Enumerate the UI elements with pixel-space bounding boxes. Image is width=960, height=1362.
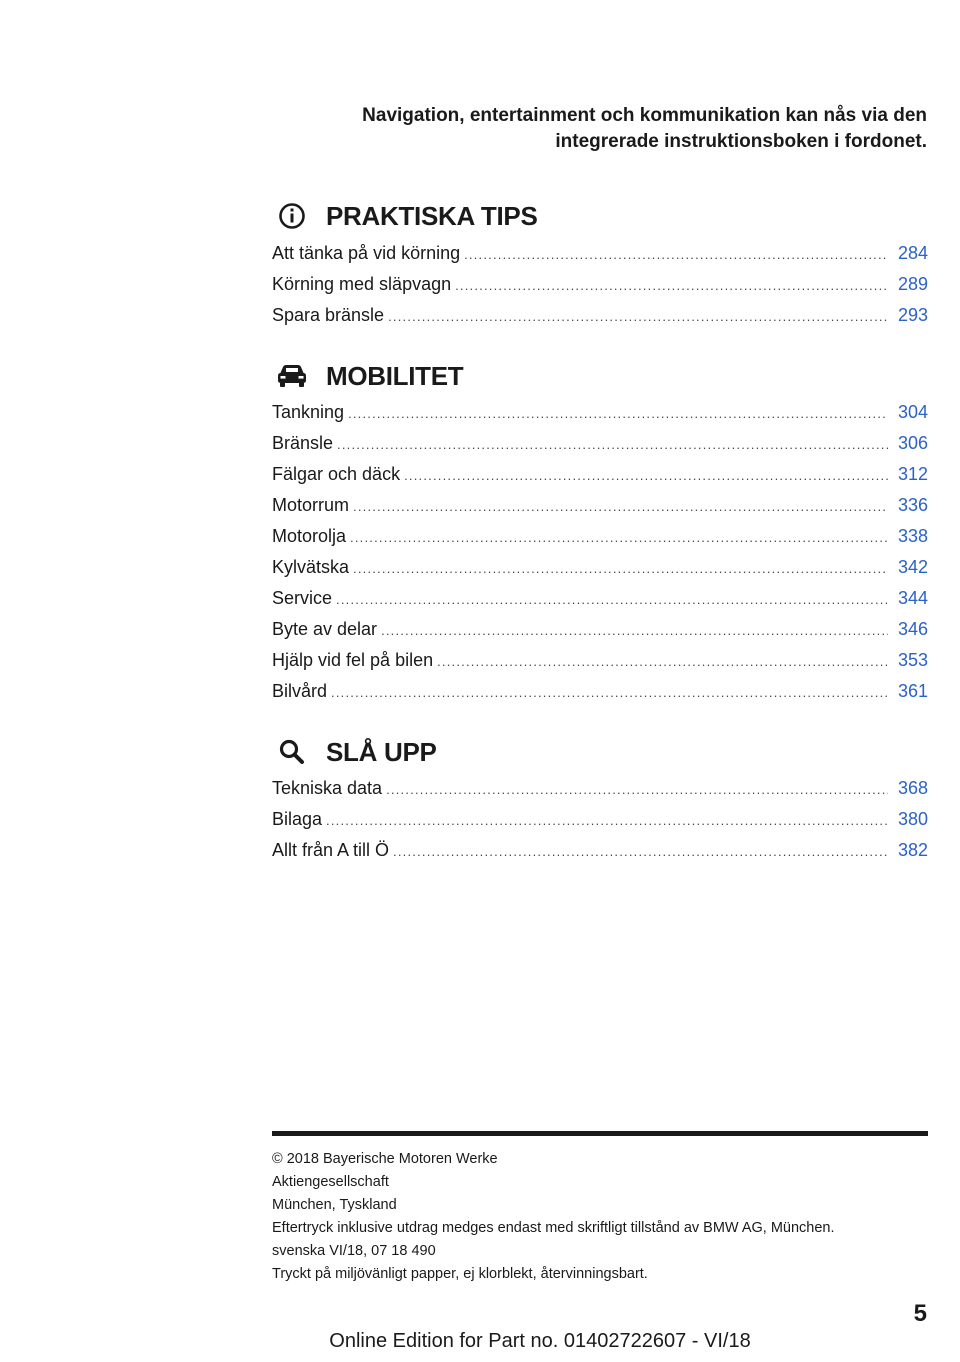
dot-leader bbox=[348, 398, 888, 429]
toc-entry[interactable] bbox=[272, 773, 928, 804]
toc-entry-label: Bränsle bbox=[272, 433, 334, 453]
dot-leader bbox=[336, 584, 888, 615]
imprint-line: Eftertryck inklusive utdrag medges endast med skriftligt tillstånd av BMW AG, München. bbox=[272, 1220, 835, 1236]
dot-leader bbox=[353, 553, 888, 584]
toc-entry[interactable] bbox=[272, 300, 928, 331]
toc-entry-label: Tekniska data bbox=[272, 778, 383, 798]
toc-page-link[interactable]: 342 bbox=[897, 557, 928, 577]
dot-leader bbox=[464, 239, 888, 270]
imprint-line: Tryckt på miljövänligt papper, ej klorblekt, återvinningsbart. bbox=[272, 1266, 648, 1282]
toc-page-link[interactable]: 306 bbox=[897, 433, 928, 453]
section-title: SLÅ UPP bbox=[326, 736, 437, 767]
dot-leader bbox=[353, 491, 888, 522]
dot-leader bbox=[350, 522, 888, 553]
toc-entry[interactable] bbox=[272, 490, 928, 521]
toc-list-sla-upp bbox=[272, 773, 928, 866]
toc-page-link[interactable]: 336 bbox=[897, 495, 928, 515]
toc-entry[interactable] bbox=[272, 583, 928, 614]
imprint-divider bbox=[272, 1131, 928, 1136]
toc-entry[interactable] bbox=[272, 614, 928, 645]
toc-page-link[interactable]: 346 bbox=[897, 619, 928, 639]
toc-page-link[interactable]: 344 bbox=[897, 588, 928, 608]
toc-entry-label: Motorrum bbox=[272, 495, 350, 515]
toc-entry[interactable] bbox=[272, 645, 928, 676]
dot-leader bbox=[404, 460, 888, 491]
imprint-line: © 2018 Bayerische Motoren Werke bbox=[272, 1151, 498, 1167]
dot-leader bbox=[455, 270, 888, 301]
imprint-line: svenska VI/18, 07 18 490 bbox=[272, 1243, 436, 1259]
toc-entry[interactable] bbox=[272, 521, 928, 552]
section-heading-praktiska-tips bbox=[272, 196, 538, 236]
toc-entry[interactable] bbox=[272, 238, 928, 269]
toc-entry-label: Bilaga bbox=[272, 809, 323, 829]
toc-entry[interactable] bbox=[272, 676, 928, 707]
toc-entry[interactable] bbox=[272, 459, 928, 490]
toc-page-link[interactable]: 284 bbox=[897, 243, 928, 263]
toc-page-link[interactable]: 353 bbox=[897, 650, 928, 670]
toc-entry-label: Service bbox=[272, 588, 333, 608]
toc-entry-label: Bilvård bbox=[272, 681, 328, 701]
section-title: PRAKTISKA TIPS bbox=[326, 200, 538, 231]
toc-page-link[interactable]: 338 bbox=[897, 526, 928, 546]
dot-leader bbox=[388, 301, 888, 332]
imprint-block bbox=[272, 1148, 928, 1286]
toc-entry-label: Körning med släpvagn bbox=[272, 274, 452, 294]
toc-entry-label: Att tänka på vid körning bbox=[272, 243, 461, 263]
info-icon bbox=[272, 196, 312, 236]
page-number: 5 bbox=[913, 1300, 927, 1327]
dot-leader bbox=[337, 429, 888, 460]
toc-entry-label: Tankning bbox=[272, 402, 345, 422]
imprint-line: München, Tyskland bbox=[272, 1197, 397, 1213]
toc-entry[interactable] bbox=[272, 835, 928, 866]
dot-leader bbox=[326, 805, 888, 836]
toc-entry[interactable] bbox=[272, 552, 928, 583]
intro-line-2: integrerade instruktionsboken i fordonet. bbox=[555, 131, 927, 152]
toc-page-link[interactable]: 368 bbox=[897, 778, 928, 798]
section-heading-mobilitet bbox=[272, 356, 463, 396]
dot-leader bbox=[393, 836, 888, 867]
dot-leader bbox=[437, 646, 888, 677]
intro-text bbox=[287, 103, 927, 155]
dot-leader bbox=[386, 774, 888, 805]
toc-entry-label: Motorolja bbox=[272, 526, 347, 546]
toc-entry-label: Fälgar och däck bbox=[272, 464, 401, 484]
toc-entry[interactable] bbox=[272, 428, 928, 459]
toc-list-mobilitet bbox=[272, 397, 928, 707]
toc-list-praktiska-tips bbox=[272, 238, 928, 331]
search-icon bbox=[272, 732, 312, 772]
dot-leader bbox=[331, 677, 888, 708]
imprint-line: Aktiengesellschaft bbox=[272, 1174, 389, 1190]
toc-entry-label: Kylvätska bbox=[272, 557, 350, 577]
toc-page-link[interactable]: 380 bbox=[897, 809, 928, 829]
toc-page-link[interactable]: 289 bbox=[897, 274, 928, 294]
toc-entry[interactable] bbox=[272, 804, 928, 835]
car-icon bbox=[272, 356, 312, 396]
toc-entry-label: Hjälp vid fel på bilen bbox=[272, 650, 434, 670]
toc-entry[interactable] bbox=[272, 397, 928, 428]
toc-page-link[interactable]: 293 bbox=[897, 305, 928, 325]
toc-page-link[interactable]: 361 bbox=[897, 681, 928, 701]
intro-line-1: Navigation, entertainment och kommunikation kan nås via den bbox=[362, 105, 927, 126]
toc-entry-label: Allt från A till Ö bbox=[272, 840, 390, 860]
toc-page-link[interactable]: 382 bbox=[897, 840, 928, 860]
section-heading-sla-upp bbox=[272, 732, 437, 772]
toc-page-link[interactable]: 304 bbox=[897, 402, 928, 422]
toc-entry-label: Spara bränsle bbox=[272, 305, 385, 325]
toc-page-link[interactable]: 312 bbox=[897, 464, 928, 484]
toc-entry-label: Byte av delar bbox=[272, 619, 378, 639]
toc-entry[interactable] bbox=[272, 269, 928, 300]
edition-footer: Online Edition for Part no. 01402722607 - VI/18 bbox=[329, 1330, 751, 1352]
section-title: MOBILITET bbox=[326, 360, 464, 391]
dot-leader bbox=[381, 615, 888, 646]
